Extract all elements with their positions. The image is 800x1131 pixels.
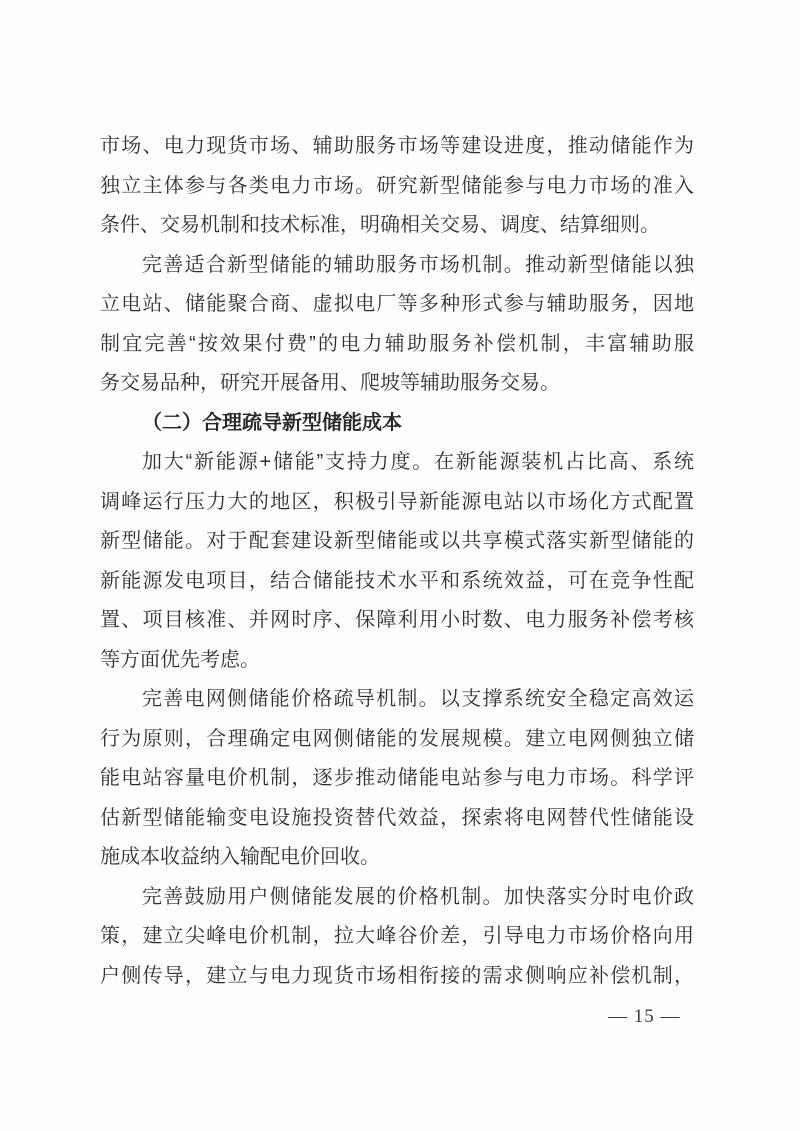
text-line: 独立主体参与各类电力市场。研究新型储能参与电力市场的准入	[100, 174, 694, 197]
text-line: 新型储能。对于配套建设新型储能或以共享模式落实新型储能的	[100, 530, 694, 552]
text-line: 策，建立尖峰电价机制，拉大峰谷价差，引导电力市场价格向用	[100, 925, 694, 947]
text-line: 加大“新能源+储能”支持力度。在新能源装机占比高、系统	[142, 451, 694, 473]
body-paragraph	[100, 878, 694, 997]
body-paragraph	[100, 443, 694, 680]
text-line: 估新型储能输变电设施投资替代效益，探索将电网替代性储能设	[100, 806, 694, 829]
section-heading	[100, 404, 694, 444]
text-line: 制宜完善“按效果付费”的电力辅助服务补偿机制，丰富辅助服	[100, 332, 694, 355]
text-line: 等方面优先考虑。	[100, 648, 260, 671]
text-line: 置、项目核准、并网时序、保障利用小时数、电力服务补偿考核	[100, 609, 694, 631]
text-line: 调峰运行压力大的地区，积极引导新能源电站以市场化方式配置	[100, 490, 694, 513]
body-paragraph	[100, 680, 694, 878]
text-line: 户侧传导，建立与电力现货市场相衔接的需求侧响应补偿机制，	[100, 964, 694, 987]
text-line: 立电站、储能聚合商、虚拟电厂等多种形式参与辅助服务，因地	[100, 293, 694, 315]
text-line: 市场、电力现货市场、辅助服务市场等建设进度，推动储能作为	[100, 135, 694, 157]
text-line: （二）合理疏导新型储能成本	[142, 411, 402, 434]
body-paragraph	[100, 246, 694, 404]
text-line: 条件、交易机制和技术标准，明确相关交易、调度、结算细则。	[100, 214, 660, 236]
text-line: 新能源发电项目，结合储能技术水平和系统效益，可在竞争性配	[100, 569, 694, 592]
page-number: — 15 —	[608, 1006, 681, 1027]
text-line: 行为原则，合理确定电网侧储能的发展规模。建立电网侧独立储	[100, 727, 694, 750]
document-body	[100, 127, 694, 996]
text-line: 能电站容量电价机制，逐步推动储能电站参与电力市场。科学评	[100, 767, 694, 789]
text-line: 完善适合新型储能的辅助服务市场机制。推动新型储能以独	[142, 253, 694, 276]
text-line: 完善鼓励用户侧储能发展的价格机制。加快落实分时电价政	[142, 885, 694, 908]
body-paragraph	[100, 127, 694, 246]
text-line: 务交易品种，研究开展备用、爬坡等辅助服务交易。	[100, 372, 560, 394]
text-line: 施成本收益纳入输配电价回收。	[100, 846, 380, 868]
text-line: 完善电网侧储能价格疏导机制。以支撑系统安全稳定高效运	[142, 688, 694, 710]
